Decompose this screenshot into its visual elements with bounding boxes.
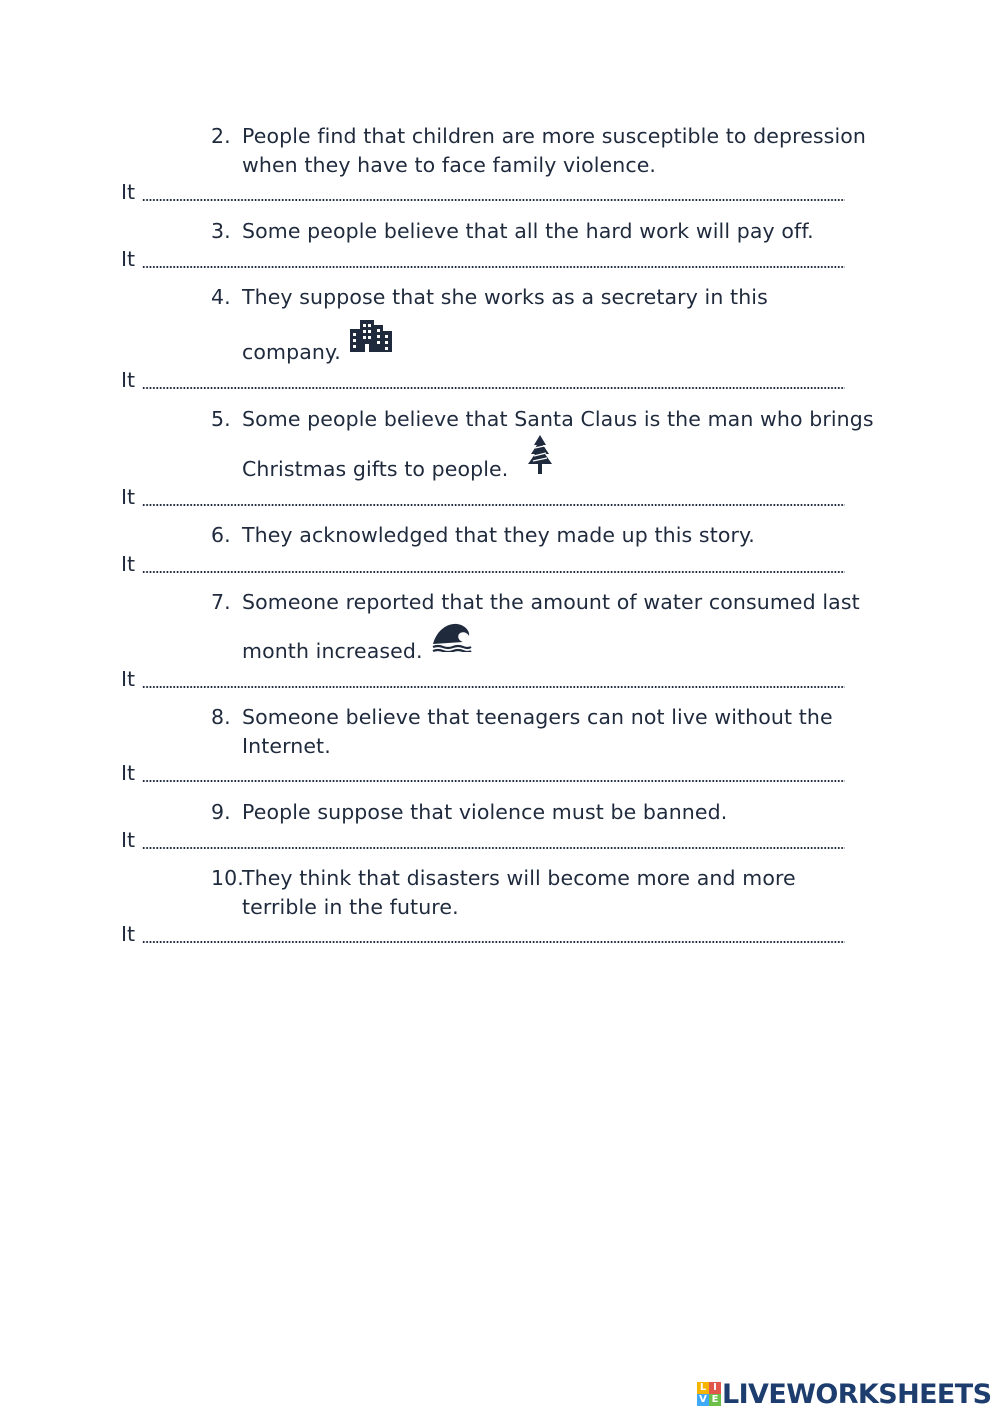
question-line-1: They think that disasters will become more and more bbox=[242, 866, 796, 890]
answer-line-6[interactable] bbox=[121, 551, 845, 577]
question-5 bbox=[211, 405, 891, 434]
question-line-1: Someone reported that the amount of water consumed last bbox=[242, 590, 860, 614]
answer-dotted-blank[interactable] bbox=[142, 941, 845, 943]
question-number: 9. bbox=[211, 800, 231, 824]
answer-prefix: It bbox=[121, 368, 136, 392]
question-4 bbox=[211, 283, 891, 312]
office-buildings-icon bbox=[349, 319, 393, 352]
answer-dotted-blank[interactable] bbox=[142, 199, 845, 201]
logo-mark-letter: I bbox=[709, 1382, 721, 1394]
question-line-1: Someone believe that teenagers can not live without the bbox=[242, 705, 833, 729]
answer-prefix: It bbox=[121, 485, 136, 509]
question-4-continuation bbox=[211, 338, 891, 367]
question-line-1: Some people believe that Santa Claus is the man who brings bbox=[242, 407, 874, 431]
answer-line-4[interactable] bbox=[121, 367, 845, 393]
answer-dotted-blank[interactable] bbox=[142, 504, 845, 506]
answer-dotted-blank[interactable] bbox=[142, 780, 845, 782]
question-7 bbox=[211, 588, 891, 617]
answer-line-2[interactable] bbox=[121, 179, 845, 205]
answer-prefix: It bbox=[121, 828, 136, 852]
logo-text: LIVEWORKSHEETS bbox=[722, 1378, 992, 1410]
question-text bbox=[242, 405, 891, 434]
answer-line-10[interactable] bbox=[121, 921, 845, 947]
question-number: 2. bbox=[211, 124, 231, 148]
question-text bbox=[242, 588, 891, 617]
answer-prefix: It bbox=[121, 552, 136, 576]
logo-mark-letter: L bbox=[697, 1382, 709, 1394]
question-2 bbox=[211, 122, 891, 179]
answer-prefix: It bbox=[121, 922, 136, 946]
answer-dotted-blank[interactable] bbox=[142, 847, 845, 849]
question-line-2: terrible in the future. bbox=[242, 894, 459, 919]
question-10 bbox=[211, 864, 891, 921]
question-text bbox=[242, 521, 891, 550]
question-text bbox=[242, 798, 891, 827]
question-number: 3. bbox=[211, 219, 231, 243]
question-text bbox=[242, 703, 891, 760]
question-line-2: when they have to face family violence. bbox=[242, 152, 657, 177]
question-line-1: They suppose that she works as a secretary in this bbox=[242, 285, 768, 309]
question-text bbox=[242, 122, 891, 179]
answer-prefix: It bbox=[121, 667, 136, 691]
answer-line-3[interactable] bbox=[121, 246, 845, 272]
answer-line-9[interactable] bbox=[121, 827, 845, 853]
logo-mark-icon bbox=[697, 1382, 721, 1406]
question-number: 7. bbox=[211, 590, 231, 614]
question-9 bbox=[211, 798, 891, 827]
question-number: 8. bbox=[211, 705, 231, 729]
question-text bbox=[242, 864, 891, 921]
christmas-tree-icon bbox=[525, 434, 555, 475]
question-line-1: People suppose that violence must be banned. bbox=[242, 800, 728, 824]
question-text bbox=[242, 217, 891, 246]
wave-icon bbox=[432, 622, 472, 652]
answer-line-8[interactable] bbox=[121, 760, 845, 786]
question-line-2: Christmas gifts to people. bbox=[242, 457, 509, 481]
question-number: 10. bbox=[211, 866, 244, 890]
question-line-2: Internet. bbox=[242, 733, 331, 758]
logo-mark-letter: E bbox=[709, 1394, 721, 1406]
question-8 bbox=[211, 703, 891, 760]
question-line-2: company. bbox=[242, 340, 341, 364]
answer-dotted-blank[interactable] bbox=[142, 686, 845, 688]
answer-dotted-blank[interactable] bbox=[142, 571, 845, 573]
question-number: 4. bbox=[211, 285, 231, 309]
question-line-2: month increased. bbox=[242, 639, 423, 663]
question-text bbox=[242, 283, 891, 312]
question-number: 6. bbox=[211, 523, 231, 547]
answer-line-7[interactable] bbox=[121, 666, 845, 692]
question-6 bbox=[211, 521, 891, 550]
answer-prefix: It bbox=[121, 180, 136, 204]
question-3 bbox=[211, 217, 891, 246]
liveworksheets-logo[interactable] bbox=[697, 1378, 992, 1410]
question-number: 5. bbox=[211, 407, 231, 431]
answer-dotted-blank[interactable] bbox=[142, 387, 845, 389]
answer-prefix: It bbox=[121, 247, 136, 271]
logo-mark-letter: V bbox=[697, 1394, 709, 1406]
question-line-1: Some people believe that all the hard work will pay off. bbox=[242, 219, 814, 243]
question-7-continuation bbox=[211, 637, 891, 666]
answer-prefix: It bbox=[121, 761, 136, 785]
question-line-1: People find that children are more susceptible to depression bbox=[242, 124, 866, 148]
question-line-1: They acknowledged that they made up this story. bbox=[242, 523, 755, 547]
answer-line-5[interactable] bbox=[121, 484, 845, 510]
answer-dotted-blank[interactable] bbox=[142, 266, 845, 268]
